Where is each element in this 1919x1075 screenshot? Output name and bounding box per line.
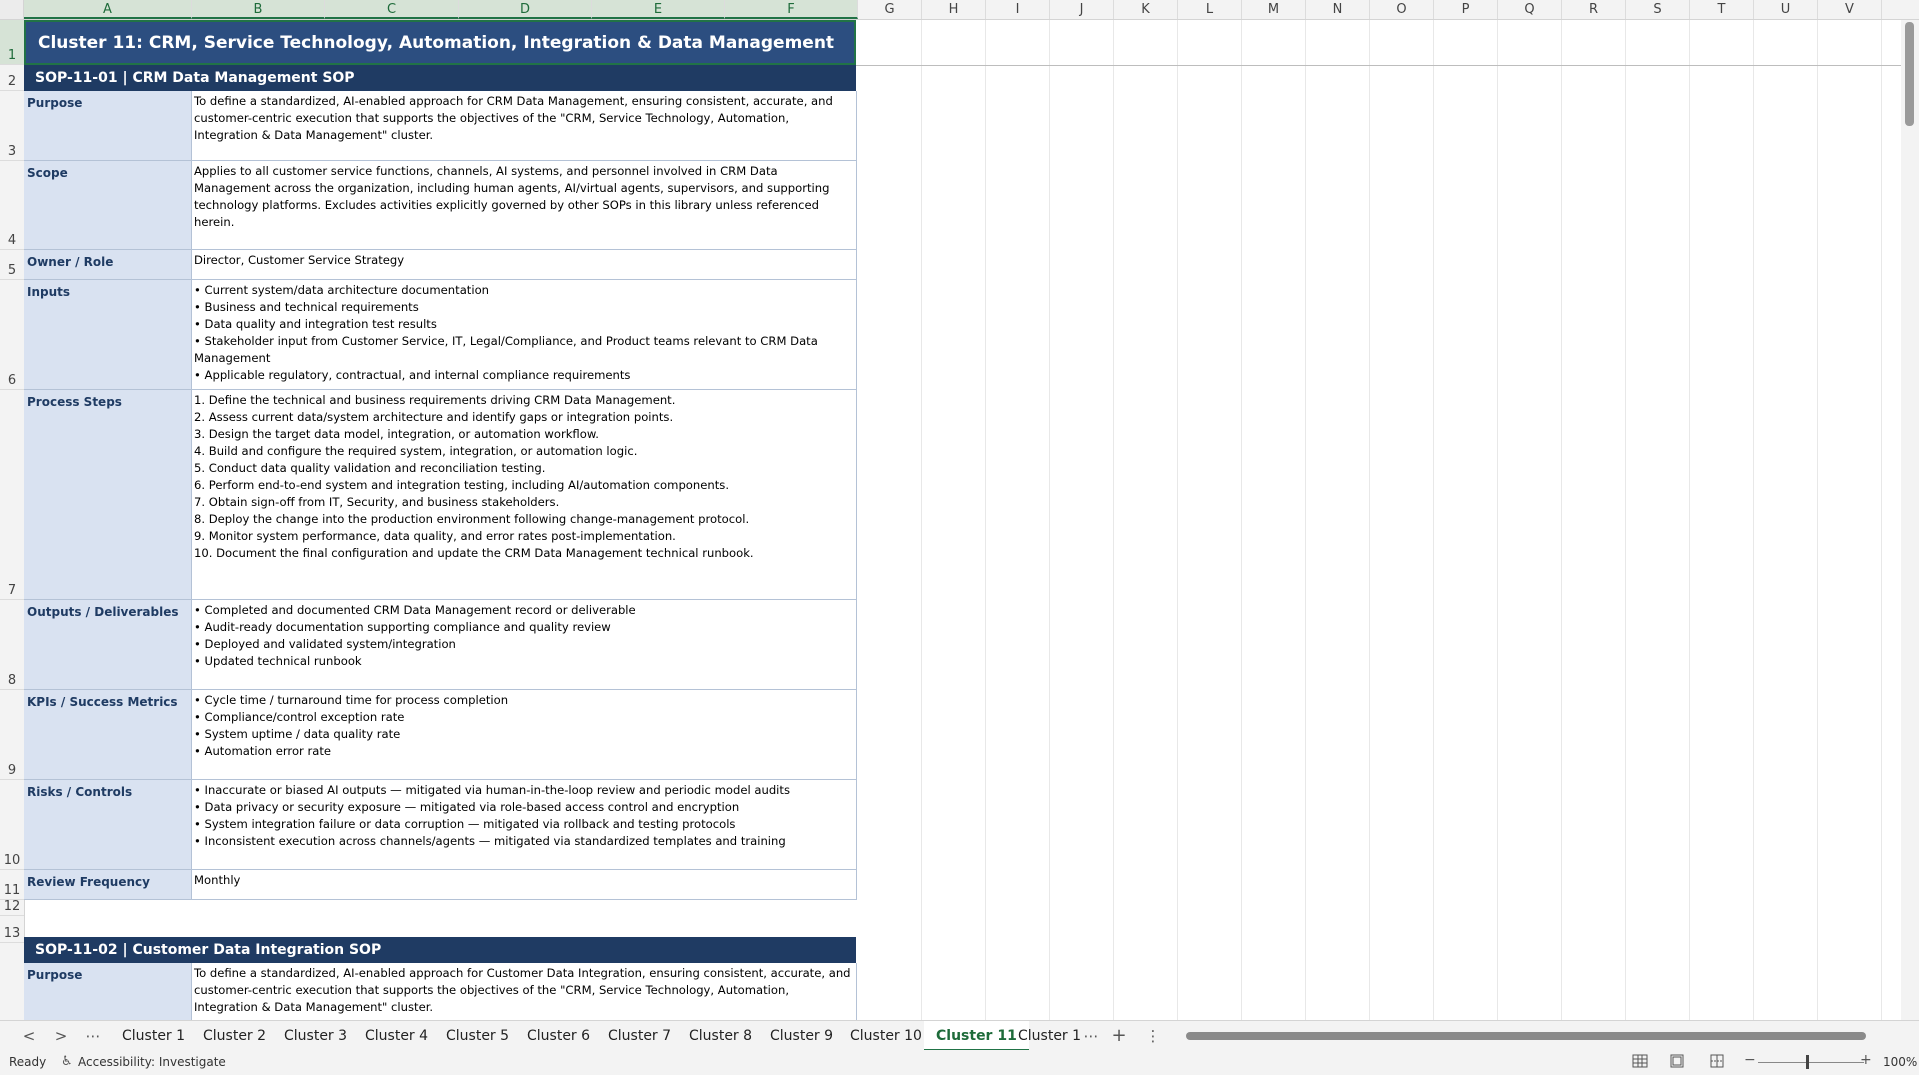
vertical-scrollbar[interactable] <box>1901 20 1919 1020</box>
normal-view-icon[interactable] <box>1632 1053 1648 1073</box>
column-header-o[interactable]: O <box>1370 0 1434 19</box>
field-label[interactable]: Risks / Controls <box>24 780 192 869</box>
sheet-tab[interactable]: Cluster 8 <box>689 1028 753 1044</box>
column-header-m[interactable]: M <box>1242 0 1306 19</box>
field-label[interactable]: Outputs / Deliverables <box>24 600 192 689</box>
sheet-tab[interactable]: Cluster 1 <box>1018 1028 1082 1044</box>
sheet-tab-active[interactable]: Cluster 11 <box>924 1021 1029 1051</box>
field-value[interactable]: Applies to all customer service functions, channels, AI systems, and personnel involved in CRM Data Management across the organization, including human agents, AI/virtual agents, supervisors, and supporting technology platforms. Excludes activities explicitly governed by other SOPs in this library unless referenced herein. <box>192 161 857 249</box>
status-bar <box>0 1050 1919 1075</box>
column-header-t[interactable]: T <box>1690 0 1754 19</box>
field-value[interactable]: • Completed and documented CRM Data Management record or deliverable • Audit-ready documentation supporting compliance and quality review • Deployed and validated system/integration • Updated technical runbook <box>192 600 857 689</box>
field-label[interactable]: Owner / Role <box>24 250 192 279</box>
row-header-bar <box>0 20 25 1020</box>
row-header-9[interactable]: 9 <box>0 690 24 780</box>
gridline <box>1625 20 1626 1020</box>
sheet-tab[interactable]: Cluster 10 <box>850 1028 922 1044</box>
column-header-u[interactable]: U <box>1754 0 1818 19</box>
sop-row-review-frequency <box>24 870 857 900</box>
sop-row-scope <box>24 161 857 250</box>
cluster-title-cell[interactable]: Cluster 11: CRM, Service Technology, Automation, Integration & Data Management <box>24 20 856 65</box>
sop-row-inputs <box>24 280 857 390</box>
sheet-tab-bar <box>0 1020 1919 1051</box>
column-header-g[interactable]: G <box>858 0 922 19</box>
row-header-12[interactable]: 12 <box>0 900 24 916</box>
zoom-slider-thumb[interactable] <box>1806 1055 1809 1069</box>
sop-row-purpose <box>24 91 857 161</box>
row-header-7[interactable]: 7 <box>0 390 24 600</box>
gridline <box>1881 20 1882 1020</box>
gridline <box>985 20 986 1020</box>
sop-header-cell[interactable]: SOP-11-02 | Customer Data Integration SOP <box>24 937 856 963</box>
field-value[interactable]: • Inaccurate or biased AI outputs — mitigated via human-in-the-loop review and periodic model audits • Data privacy or security exposure — mitigated via role-based access control and encryption • System integration failure or data corruption — mitigated via rollback and testing protocols • Inconsistent execution across channels/agents — mitigated via standardized templates and training <box>192 780 857 869</box>
sop-row-owner <box>24 250 857 280</box>
field-value[interactable]: • Cycle time / turnaround time for process completion • Compliance/control exception rate • System uptime / data quality rate • Automation error rate <box>192 690 857 779</box>
column-header-l[interactable]: L <box>1178 0 1242 19</box>
column-header-c[interactable]: C <box>325 0 459 19</box>
gridline <box>1369 20 1370 1020</box>
row-header-3[interactable]: 3 <box>0 91 24 161</box>
gridline <box>1177 20 1178 1020</box>
column-header-n[interactable]: N <box>1306 0 1370 19</box>
gridline <box>1561 20 1562 1020</box>
select-all-corner[interactable] <box>0 0 24 19</box>
field-value[interactable]: • Current system/data architecture documentation • Business and technical requirements • Data quality and integration test results • Stakeholder input from Customer Service, IT, Legal/Compliance, and Product teams relevant to CRM Data Management • Applicable regulatory, contractual, and internal compliance requirements <box>192 280 857 389</box>
sheet-tab[interactable]: Cluster 2 <box>203 1028 267 1044</box>
worksheet-grid[interactable] <box>24 20 1901 1020</box>
field-value[interactable]: Monthly <box>192 870 857 899</box>
field-label[interactable]: Scope <box>24 161 192 249</box>
row-header-11[interactable]: 11 <box>0 870 24 900</box>
tab-scroll-next-icon[interactable]: > <box>54 1027 68 1045</box>
vertical-scroll-thumb[interactable] <box>1905 22 1914 126</box>
sheet-tab[interactable]: Cluster 5 <box>446 1028 510 1044</box>
gridline <box>921 20 922 1020</box>
field-label[interactable]: Process Steps <box>24 390 192 599</box>
sop-row-risks <box>24 780 857 870</box>
row-header-1[interactable]: 1 <box>0 20 24 65</box>
column-header-q[interactable]: Q <box>1498 0 1562 19</box>
horizontal-scroll-thumb[interactable] <box>1186 1032 1866 1040</box>
column-header-j[interactable]: J <box>1050 0 1114 19</box>
sheet-tab[interactable]: Cluster 4 <box>365 1028 429 1044</box>
field-label[interactable]: Inputs <box>24 280 192 389</box>
column-header-bar <box>0 0 1919 20</box>
row-1-bottom-line <box>856 65 1901 66</box>
horizontal-scrollbar[interactable] <box>1178 1030 1878 1042</box>
sheet-tab[interactable]: Cluster 1 <box>122 1028 186 1044</box>
gridline <box>1305 20 1306 1020</box>
field-label[interactable]: Review Frequency <box>24 870 192 899</box>
column-header-i[interactable]: I <box>986 0 1050 19</box>
accessibility-status[interactable]: Accessibility: Investigate <box>78 1055 226 1069</box>
column-header-b[interactable]: B <box>192 0 325 19</box>
sop-row-kpis <box>24 690 857 780</box>
sop-header-cell[interactable]: SOP-11-01 | CRM Data Management SOP <box>24 65 856 91</box>
zoom-out-icon[interactable]: − <box>1744 1052 1756 1068</box>
page-layout-view-icon[interactable] <box>1669 1053 1685 1073</box>
row-header-4[interactable]: 4 <box>0 161 24 250</box>
more-tabs-icon[interactable]: ⋯ <box>1083 1027 1099 1045</box>
gridline <box>1817 20 1818 1020</box>
gridline <box>1689 20 1690 1020</box>
ready-status: Ready <box>9 1055 47 1069</box>
gridline <box>1049 20 1050 1020</box>
column-header-h[interactable]: H <box>922 0 986 19</box>
gridline <box>1241 20 1242 1020</box>
row-header-2[interactable]: 2 <box>0 65 24 91</box>
field-value[interactable]: 1. Define the technical and business requirements driving CRM Data Management. 2. Assess current data/system architecture and identify gaps or integration points. 3. Design the target data model, integration, or automation workflow. 4. Build and configure the required system, integration, or automation logic. 5. Conduct data quality validation and reconciliation testing. 6. Perform end-to-end system and integration testing, including AI/automation components. 7. Obtain sign-off from IT, Security, and business stakeholders. 8. Deploy the change into the production environment following change-management protocol. 9. Monitor system performance, data quality, and error rates post-implementation. 10. Document the final configuration and update the CRM Data Management technical runbook. <box>192 390 857 599</box>
column-header-f[interactable]: F <box>725 0 858 19</box>
field-value[interactable]: To define a standardized, AI-enabled approach for Customer Data Integration, ensuring consistent, accurate, and customer-centric execution that supports the objectives of the "CRM, Service Technology, Automation, Integration & Data Management" cluster. <box>192 963 857 1039</box>
sop-row-process-steps <box>24 390 857 600</box>
accessibility-icon: ♿ <box>61 1054 73 1069</box>
zoom-in-icon[interactable]: + <box>1860 1052 1872 1068</box>
page-break-view-icon[interactable] <box>1709 1053 1725 1073</box>
column-header-v[interactable]: V <box>1818 0 1882 19</box>
row-header-6[interactable]: 6 <box>0 280 24 390</box>
field-label[interactable]: Purpose <box>24 91 192 160</box>
sheet-tab[interactable]: Cluster 6 <box>527 1028 591 1044</box>
column-header-k[interactable]: K <box>1114 0 1178 19</box>
column-header-e[interactable]: E <box>592 0 725 19</box>
row-header-13[interactable]: 13 <box>0 916 24 943</box>
field-value[interactable]: To define a standardized, AI-enabled approach for CRM Data Management, ensuring consistent, accurate, and customer-centric execution that supports the objectives of the "CRM, Service Technology, Automation, Integration & Data Management" cluster. <box>192 91 857 160</box>
add-sheet-icon[interactable]: + <box>1111 1025 1127 1046</box>
zoom-slider-track[interactable] <box>1758 1062 1864 1063</box>
more-tabs-icon[interactable]: ⋯ <box>85 1027 101 1045</box>
gridline <box>1113 20 1114 1020</box>
gridline <box>1497 20 1498 1020</box>
row-header-8[interactable]: 8 <box>0 600 24 690</box>
column-header-d[interactable]: D <box>459 0 592 19</box>
field-value[interactable]: Director, Customer Service Strategy <box>192 250 857 279</box>
column-header-r[interactable]: R <box>1562 0 1626 19</box>
field-label[interactable]: KPIs / Success Metrics <box>24 690 192 779</box>
sop-row-outputs <box>24 600 857 690</box>
sheet-tab[interactable]: Cluster 7 <box>608 1028 672 1044</box>
column-header-s[interactable]: S <box>1626 0 1690 19</box>
field-label[interactable]: Purpose <box>24 963 192 1039</box>
tab-scroll-prev-icon[interactable]: < <box>22 1027 36 1045</box>
column-header-a[interactable]: A <box>24 0 192 19</box>
row-header-10[interactable]: 10 <box>0 780 24 870</box>
row-header-5[interactable]: 5 <box>0 250 24 280</box>
gridline <box>1433 20 1434 1020</box>
sheet-options-icon[interactable]: ⋮ <box>1145 1027 1161 1045</box>
gridline <box>1753 20 1754 1020</box>
column-header-p[interactable]: P <box>1434 0 1498 19</box>
sheet-tab[interactable]: Cluster 9 <box>770 1028 834 1044</box>
zoom-level[interactable]: 100% <box>1883 1055 1918 1069</box>
sheet-tab[interactable]: Cluster 3 <box>284 1028 348 1044</box>
